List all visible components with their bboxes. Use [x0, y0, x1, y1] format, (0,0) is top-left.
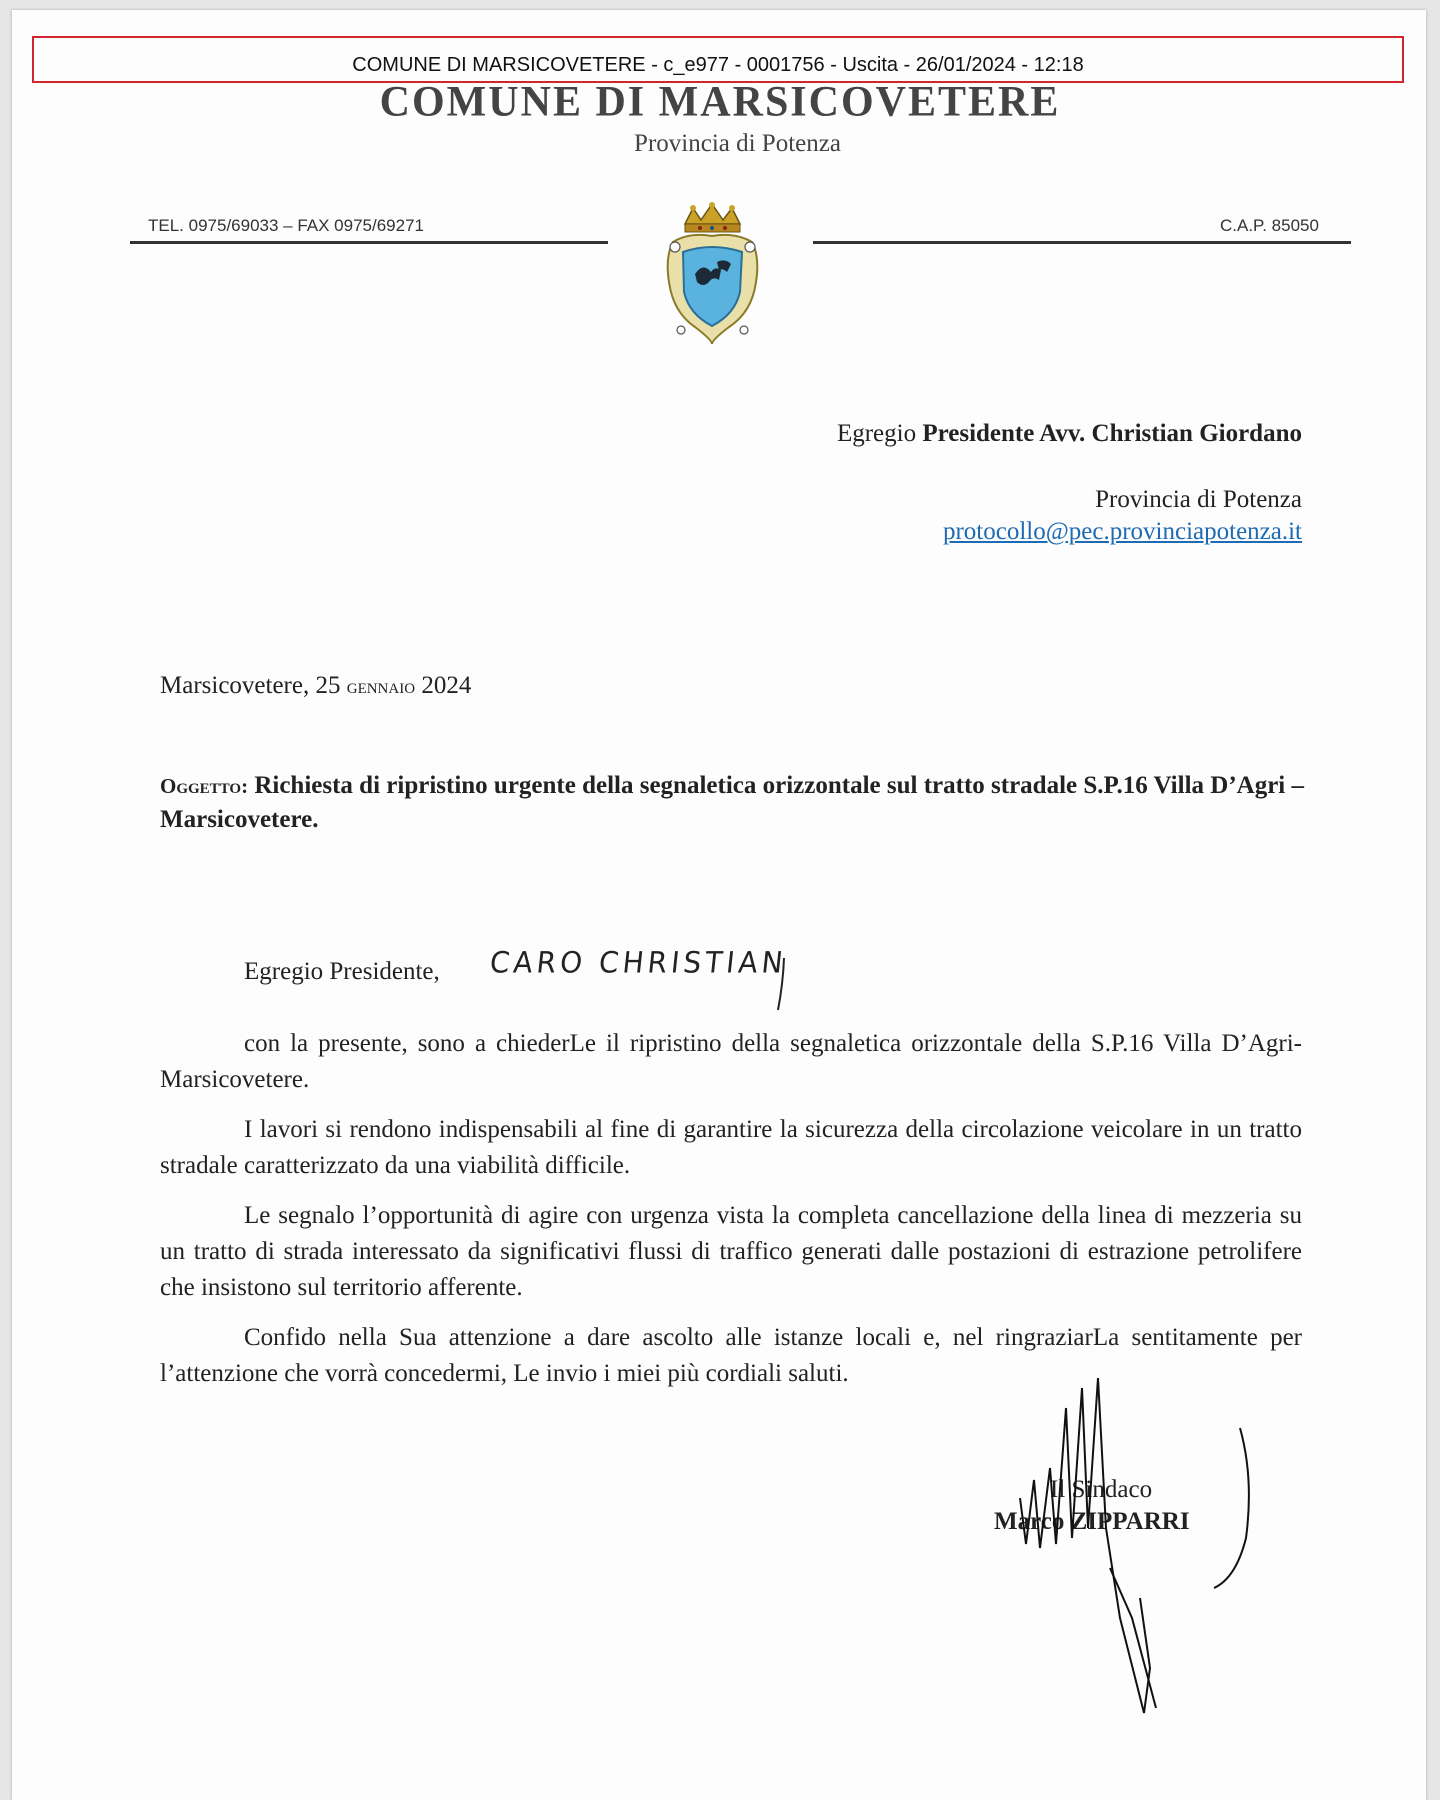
coat-of-arms-icon [655, 202, 770, 347]
recipient-institution: Provincia di Potenza [1095, 486, 1302, 513]
recipient-line [837, 420, 1302, 448]
recipient-email-link[interactable]: protocollo@pec.provinciapotenza.it [942, 518, 1302, 545]
letter-subject [160, 769, 1310, 837]
subject-text: Richiesta di ripristino urgente della segnaletica orizzontale sul tratto stradale S.P.16 Villa D’Agri – Marsicovetere. [160, 772, 1304, 833]
protocol-stamp-text: COMUNE DI MARSICOVETERE - c_e977 - 0001756 - Uscita - 26/01/2024 - 12:18 [352, 54, 1084, 76]
body-paragraph: Confido nella Sua attenzione a dare ascolto alle istanze locali e, nel ringraziarLa sentitamente per l’attenzione che vorrà concedermi, Le invio i miei più cordiali saluti. [160, 1324, 1302, 1387]
signatory-role: Il Sindaco [1050, 1476, 1153, 1503]
body-paragraph: con la presente, sono a chiederLe il ripristino della segnaletica orizzontale della S.P.16 Villa D’Agri-Marsicovetere. [160, 1030, 1302, 1093]
handwritten-note: CARO CHRISTIAN [488, 945, 789, 980]
handwritten-signature-icon [1010, 1368, 1270, 1718]
date-year: 2024 [421, 672, 472, 699]
postal-code: C.A.P. 85050 [1220, 216, 1319, 235]
recipient-name: Presidente Avv. Christian Giordano [922, 420, 1302, 447]
signatory-name: Marco ZIPPARRI [994, 1508, 1190, 1535]
date-month: gennaio [346, 673, 416, 698]
municipality-name: COMUNE DI MARSICOVETERE [379, 78, 1061, 126]
recipient-salutation: Egregio [836, 420, 917, 447]
header-rule-right [813, 241, 1351, 244]
body-paragraph: I lavori si rendono indispensabili al fine di garantire la sicurezza della circolazione veicolare in un tratto stradale caratterizzato da una viabilità difficile. [160, 1116, 1302, 1179]
subject-label: Oggetto: [160, 774, 249, 798]
handwritten-comma-icon [775, 956, 787, 1012]
protocol-stamp [32, 36, 1404, 83]
body-paragraph: Le segnalo l’opportunità di agire con urgenza vista la completa cancellazione della linea di mezzeria su un tratto di strada interessato da significativi flussi di traffico generati dalle postazioni di estrazione petrolifere che insistono sul territorio afferente. [160, 1202, 1302, 1301]
contact-numbers: TEL. 0975/69033 – FAX 0975/69271 [148, 216, 425, 235]
province-name: Provincia di Potenza [634, 130, 841, 157]
greeting: Egregio Presidente, [244, 958, 440, 985]
letter-date [160, 672, 471, 700]
header-rule-left [130, 241, 608, 244]
date-place-day: Marsicovetere, 25 [160, 672, 341, 699]
letter-body [160, 1026, 1302, 1406]
